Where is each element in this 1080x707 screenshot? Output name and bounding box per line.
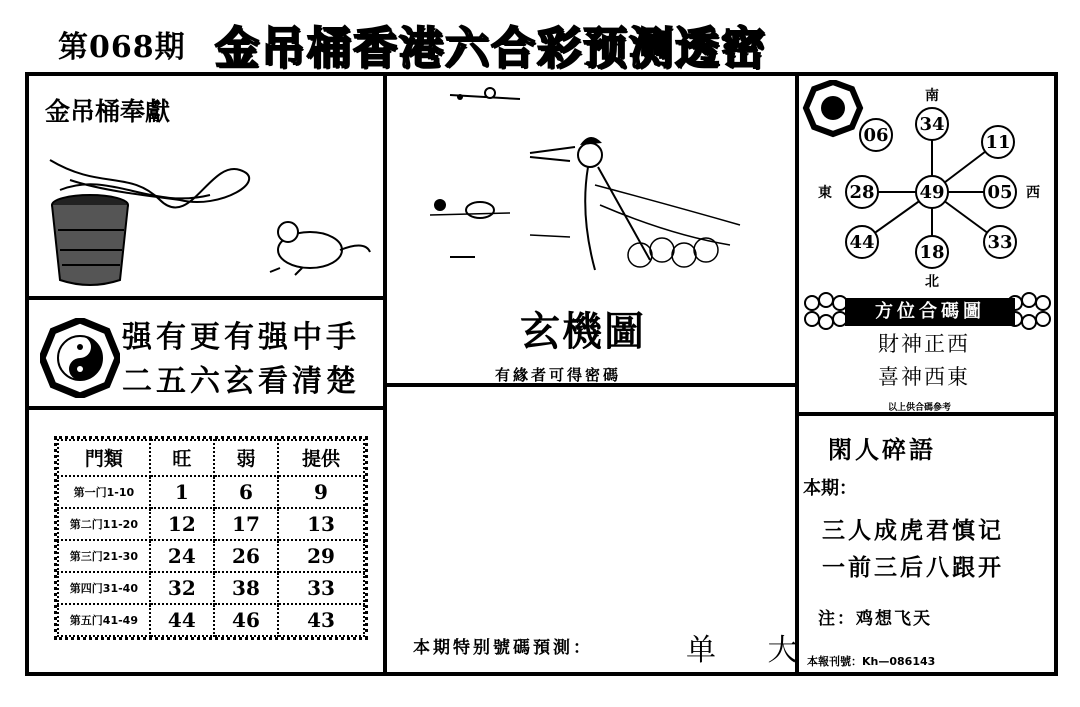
fairy-illustration (410, 85, 770, 285)
riddle-line-2: 一前三后八跟开 (822, 555, 1004, 581)
number-grid-table (54, 436, 368, 640)
dedication-title: 金吊桶奉獻 (45, 97, 171, 126)
issue-number: 第068期 (58, 30, 186, 65)
riddle-note: 注：鸡想飞天 (818, 609, 932, 629)
special-number-label: 本期特别號碼預測： (413, 638, 593, 658)
divider-left (383, 74, 387, 674)
table-cell: 32 (150, 572, 214, 604)
table-row (58, 604, 364, 636)
yin-yang-icon (40, 318, 120, 398)
divider-left-1 (27, 296, 384, 300)
direction-banner: 方位合碼圖 (845, 298, 1015, 326)
table-cell: 17 (214, 508, 278, 540)
table-cell: 38 (214, 572, 278, 604)
paper-number: 本報刊號：Kh—086143 (807, 655, 936, 668)
compass-number: 11 (985, 132, 1011, 153)
table-cell: 26 (214, 540, 278, 572)
row-label: 第四门31-40 (58, 572, 150, 604)
table-cell: 6 (214, 476, 278, 508)
table-row (58, 508, 364, 540)
table-cell: 13 (278, 508, 364, 540)
xuanji-subtitle: 有緣者可得密碼 (495, 366, 622, 384)
table-cell: 33 (278, 572, 364, 604)
table-row (58, 540, 364, 572)
compass-number: 34 (919, 114, 945, 135)
compass-diagram (800, 80, 1050, 295)
page-headline: 金吊桶香港六合彩预测透密 (215, 23, 767, 74)
table-header-cell: 旺 (150, 440, 214, 476)
compass-number: 05 (987, 182, 1013, 203)
table-cell: 9 (278, 476, 364, 508)
compass-south: 南 (925, 88, 939, 104)
compass-number: 28 (849, 182, 875, 203)
compass-east: 東 (818, 185, 832, 201)
poem-line-1: 强有更有强中手 (122, 320, 360, 355)
table-cell: 1 (150, 476, 214, 508)
table-header-cell: 弱 (214, 440, 278, 476)
row-label: 第一门1-10 (58, 476, 150, 508)
compass-north: 北 (925, 274, 939, 290)
row-label: 第五门41-49 (58, 604, 150, 636)
table-row (58, 476, 364, 508)
table-cell: 29 (278, 540, 364, 572)
table-cell: 24 (150, 540, 214, 572)
table-header-row (58, 440, 364, 476)
prediction-value: 单 (686, 633, 720, 668)
compass-number: 18 (919, 242, 945, 263)
compass-number: 33 (987, 232, 1013, 253)
table-cell: 43 (278, 604, 364, 636)
row-label: 第二门11-20 (58, 508, 150, 540)
divider-right (795, 74, 799, 674)
special-number-prediction (686, 625, 802, 669)
compass-number: 06 (863, 125, 889, 146)
table-cell: 44 (150, 604, 214, 636)
compass-west: 西 (1026, 185, 1040, 201)
bucket-rat-illustration (40, 140, 380, 290)
xuanji-title: 玄機圖 (520, 308, 646, 355)
poem-line-2: 二五六玄看清楚 (122, 364, 360, 399)
row-label: 第三门21-30 (58, 540, 150, 572)
reference-note: 以上供合碼參考 (888, 403, 952, 413)
table-header-cell: 門類 (58, 440, 150, 476)
table-row (58, 572, 364, 604)
riddle-line-1: 三人成虎君慎记 (822, 518, 1004, 544)
compass-center-number: 49 (919, 182, 945, 203)
divider-left-2 (27, 406, 384, 410)
table-cell: 46 (214, 604, 278, 636)
compass-number: 44 (849, 232, 875, 253)
prediction-value: 大 (767, 633, 802, 668)
idle-talk-title: 閑人碎語 (828, 435, 936, 464)
joy-god-line: 喜神西東 (878, 365, 970, 389)
table-cell: 12 (150, 508, 214, 540)
wealth-god-line: 財神正西 (878, 332, 970, 356)
table-header-cell: 提供 (278, 440, 364, 476)
this-issue-label: 本期： (803, 478, 857, 499)
